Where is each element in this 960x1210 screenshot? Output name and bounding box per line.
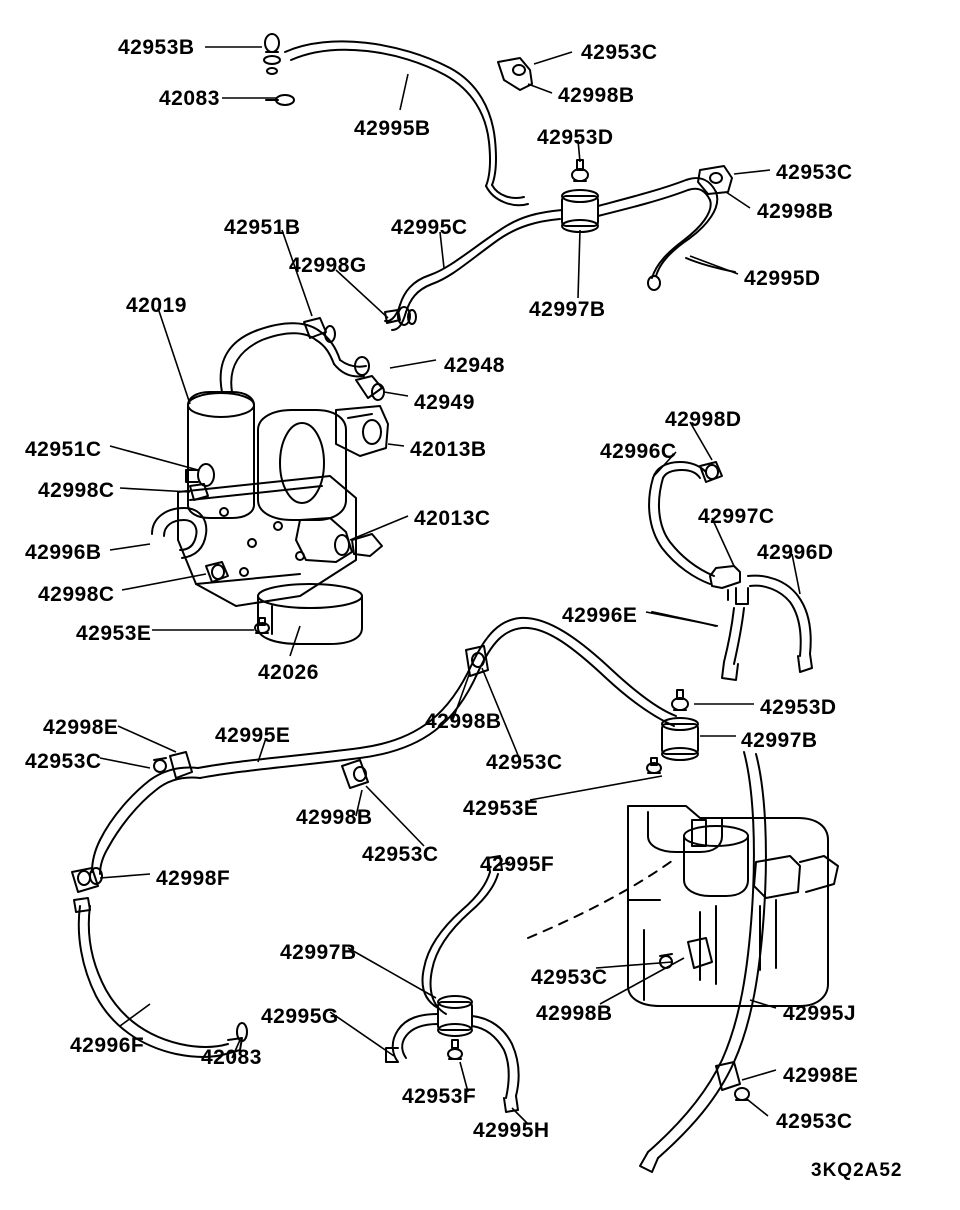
clip-42998D <box>700 462 722 482</box>
clip-42998C-lower <box>206 562 228 582</box>
filter-42997B-lower <box>438 996 472 1036</box>
part-label: 42995E <box>215 724 291 747</box>
clip-42953E-mid <box>647 758 661 773</box>
bracket-42998B-mid <box>342 760 368 788</box>
part-label: 42997C <box>698 505 775 528</box>
part-label: 42948 <box>444 354 505 377</box>
bracket-42998B-upper <box>466 646 488 676</box>
part-label: 42953D <box>760 696 837 719</box>
part-label: 42951C <box>25 438 102 461</box>
part-label: 42995D <box>744 267 821 290</box>
part-label: 42998B <box>425 710 502 733</box>
clip-42953F <box>448 1040 462 1059</box>
part-label: 42997B <box>280 941 357 964</box>
bracket-42998B-top <box>498 58 532 90</box>
part-label: 42949 <box>414 391 475 414</box>
part-label: 42013B <box>410 438 487 461</box>
part-label: 42998C <box>38 479 115 502</box>
part-label: 42996D <box>757 541 834 564</box>
hose-42995J <box>640 752 766 1172</box>
grommet-42083 <box>266 95 294 105</box>
part-label: 42995B <box>354 117 431 140</box>
part-label: 42997B <box>529 298 606 321</box>
clip-42953B <box>264 34 280 74</box>
clip-42998C-upper <box>190 484 208 500</box>
bracket-42998E-bottom <box>716 1062 749 1100</box>
connector-42997C <box>710 566 748 604</box>
part-label: 42998G <box>289 254 367 277</box>
part-label: 42083 <box>159 87 220 110</box>
bracket-42998F <box>72 868 98 912</box>
leader-lines <box>100 47 800 1124</box>
hose-42995H <box>472 1016 519 1112</box>
part-label: 42953C <box>531 966 608 989</box>
part-label: 42995G <box>261 1005 339 1028</box>
part-label: 42953D <box>537 126 614 149</box>
clip-42953D-top <box>572 160 588 181</box>
hose-42995F <box>423 856 502 1014</box>
filter-42997B-bottom <box>662 718 698 760</box>
part-label: 42995C <box>391 216 468 239</box>
hose-42995G <box>386 1014 438 1062</box>
part-label: 42953E <box>76 622 152 645</box>
pump-assembly-42019 <box>178 318 388 644</box>
part-label: 42998C <box>38 583 115 606</box>
part-label: 42995H <box>473 1119 550 1142</box>
canister-assembly <box>628 806 838 1006</box>
part-label: 42998B <box>757 200 834 223</box>
part-label: 42996C <box>600 440 677 463</box>
part-label: 42998E <box>783 1064 859 1087</box>
part-label: 42998B <box>536 1002 613 1025</box>
part-label: 42996F <box>70 1034 145 1057</box>
part-label: 42013C <box>414 507 491 530</box>
part-label: 42953C <box>581 41 658 64</box>
hose-42996E <box>722 608 744 680</box>
part-label: 42995J <box>783 1002 857 1025</box>
part-label: 42953B <box>118 36 195 59</box>
part-label: 42951B <box>224 216 301 239</box>
part-label: 42953C <box>486 751 563 774</box>
part-label: 42998F <box>156 867 231 890</box>
part-label: 42998B <box>296 806 373 829</box>
part-label: 42998E <box>43 716 119 739</box>
part-label: 42995F <box>480 853 555 876</box>
part-label: 42019 <box>126 294 187 317</box>
hose-42995D <box>598 178 717 290</box>
part-label: 42997B <box>741 729 818 752</box>
part-label: 42953C <box>25 750 102 773</box>
clip-42953D-bottom <box>672 690 688 710</box>
bracket-42953C-canister <box>660 938 712 968</box>
part-label: 42998D <box>665 408 742 431</box>
part-label: 42996B <box>25 541 102 564</box>
hose-42996D <box>748 576 812 672</box>
part-label: 42026 <box>258 661 319 684</box>
part-label: 42953C <box>776 1110 853 1133</box>
part-label: 42953C <box>362 843 439 866</box>
part-label: 42083 <box>201 1046 262 1069</box>
part-label: 42953E <box>463 797 539 820</box>
part-label: 42953F <box>402 1085 477 1108</box>
part-label: 42953C <box>776 161 853 184</box>
part-label: 42998B <box>558 84 635 107</box>
filter-42997B-top <box>562 190 598 232</box>
drawing-number: 3KQ2A52 <box>811 1160 903 1181</box>
part-label: 42996E <box>562 604 638 627</box>
